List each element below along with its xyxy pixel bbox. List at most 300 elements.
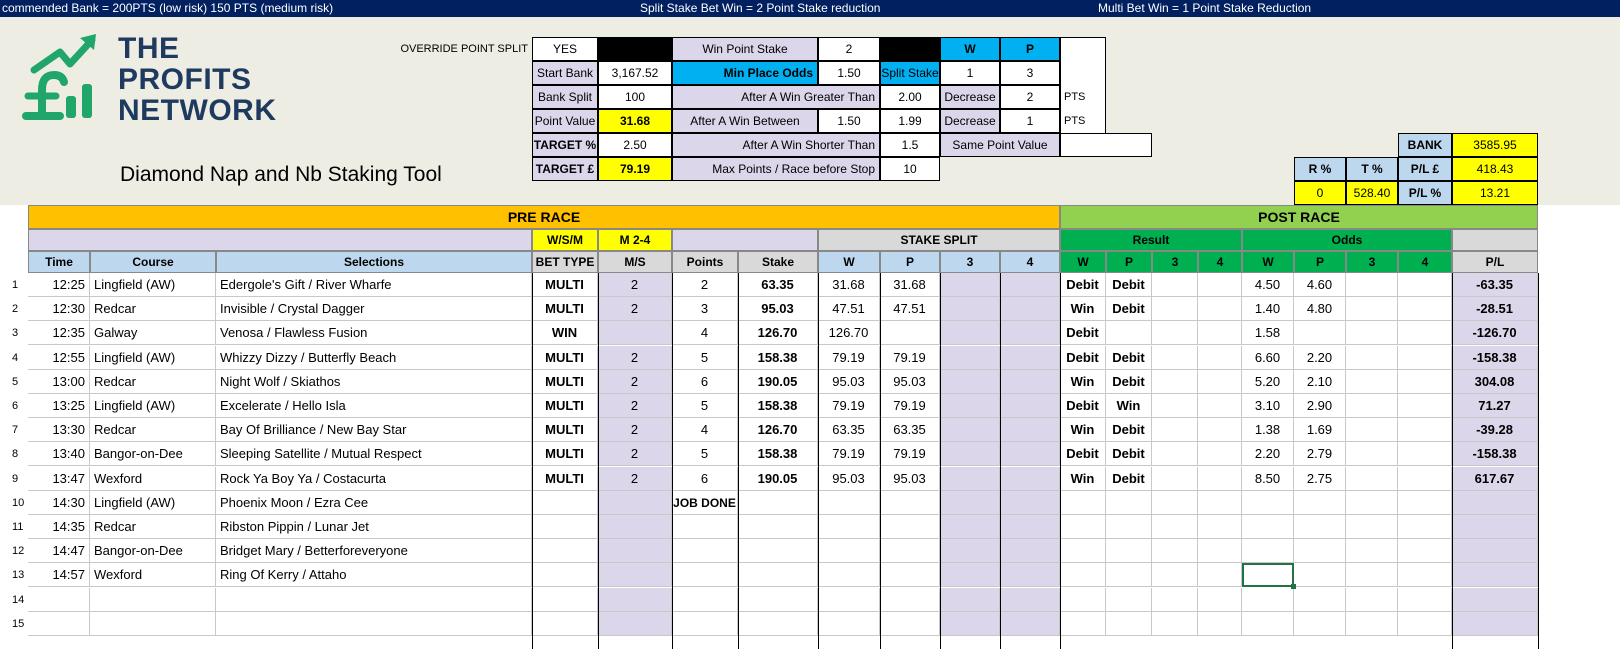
cell-pts[interactable] [672,563,738,587]
cell-s3[interactable] [940,394,1000,418]
cell-o4[interactable] [1398,346,1452,370]
cell-rw[interactable] [1060,539,1106,563]
cell-r4[interactable] [1198,491,1242,515]
cell-rw[interactable]: Win [1060,297,1106,321]
cell-sel[interactable]: Invisible / Crystal Dagger [216,297,532,321]
cell-s3[interactable] [940,418,1000,442]
cell-s4[interactable] [1000,273,1060,297]
cell-course[interactable]: Lingfield (AW) [90,273,216,297]
cell-r4[interactable] [1198,297,1242,321]
cell-r4[interactable] [1198,563,1242,587]
cell-rw[interactable]: Debit [1060,321,1106,345]
cell-stake[interactable]: 95.03 [738,297,818,321]
cell-pts[interactable]: 3 [672,297,738,321]
cell-s4[interactable] [1000,346,1060,370]
cell-ms[interactable]: 2 [598,297,672,321]
cell-sw[interactable]: 79.19 [818,394,880,418]
cell-o3[interactable] [1346,321,1398,345]
cell-rp[interactable] [1106,491,1152,515]
cell-rw[interactable] [1060,612,1106,636]
override-value[interactable]: YES [532,37,598,61]
cell-s3[interactable] [940,467,1000,491]
cell-rw[interactable]: Win [1060,370,1106,394]
cell-rw[interactable] [1060,563,1106,587]
cell-rw[interactable]: Debit [1060,273,1106,297]
cell-r4[interactable] [1198,321,1242,345]
cell-ms[interactable] [598,491,672,515]
cell-stake[interactable] [738,491,818,515]
cell-ow[interactable]: 5.20 [1242,370,1294,394]
cell-time[interactable]: 14:35 [28,515,90,539]
cell-s4[interactable] [1000,442,1060,466]
cell-sel[interactable]: Sleeping Satellite / Mutual Respect [216,442,532,466]
cell-course[interactable]: Lingfield (AW) [90,346,216,370]
cell-rp[interactable] [1106,563,1152,587]
cell-o3[interactable] [1346,491,1398,515]
cell-sw[interactable] [818,491,880,515]
cell-r3[interactable] [1152,321,1198,345]
after-win-between-high[interactable]: 1.99 [880,109,940,133]
cell-ms[interactable] [598,563,672,587]
cell-rp[interactable]: Debit [1106,370,1152,394]
after-win-between-low[interactable]: 1.50 [818,109,880,133]
cell-r4[interactable] [1198,588,1242,612]
cell-time[interactable]: 13:25 [28,394,90,418]
cell-pl[interactable]: -126.70 [1452,321,1538,345]
cell-r3[interactable] [1152,273,1198,297]
cell-r4[interactable] [1198,442,1242,466]
cell-rw[interactable] [1060,515,1106,539]
cell-ow[interactable]: 6.60 [1242,346,1294,370]
cell-sw[interactable]: 95.03 [818,467,880,491]
cell-rp[interactable] [1106,321,1152,345]
after-win-shorter-value[interactable]: 1.5 [880,133,940,157]
cell-ms[interactable]: 2 [598,467,672,491]
cell-sel[interactable]: Night Wolf / Skiathos [216,370,532,394]
cell-course[interactable]: Wexford [90,467,216,491]
cell-r3[interactable] [1152,442,1198,466]
cell-o3[interactable] [1346,442,1398,466]
split-w-value[interactable]: 1 [940,61,1000,85]
cell-r3[interactable] [1152,346,1198,370]
cell-time[interactable]: 13:40 [28,442,90,466]
cell-sw[interactable]: 126.70 [818,321,880,345]
cell-time[interactable]: 12:35 [28,321,90,345]
cell-rw[interactable] [1060,588,1106,612]
cell-sel[interactable]: Venosa / Flawless Fusion [216,321,532,345]
cell-pts[interactable] [672,539,738,563]
cell-sw[interactable]: 31.68 [818,273,880,297]
cell-course[interactable]: Lingfield (AW) [90,491,216,515]
cell-s4[interactable] [1000,515,1060,539]
cell-o3[interactable] [1346,515,1398,539]
cell-o4[interactable] [1398,515,1452,539]
cell-ms[interactable] [598,515,672,539]
cell-time[interactable]: 14:47 [28,539,90,563]
cell-s4[interactable] [1000,539,1060,563]
cell-s4[interactable] [1000,418,1060,442]
cell-sw[interactable] [818,563,880,587]
cell-ow[interactable]: 2.20 [1242,442,1294,466]
cell-op[interactable]: 2.10 [1294,370,1346,394]
cell-r3[interactable] [1152,297,1198,321]
cell-sel[interactable]: Rock Ya Boy Ya / Costacurta [216,467,532,491]
cell-type[interactable]: MULTI [532,442,598,466]
cell-r4[interactable] [1198,394,1242,418]
cell-s4[interactable] [1000,394,1060,418]
cell-o4[interactable] [1398,612,1452,636]
cell-ow[interactable] [1242,491,1294,515]
cell-o3[interactable] [1346,539,1398,563]
cell-s3[interactable] [940,515,1000,539]
min-place-odds-value[interactable]: 1.50 [818,61,880,85]
cell-pl[interactable]: -158.38 [1452,442,1538,466]
cell-sp[interactable]: 95.03 [880,467,940,491]
cell-ow[interactable]: 8.50 [1242,467,1294,491]
cell-sw[interactable] [818,588,880,612]
cell-time[interactable] [28,588,90,612]
cell-sel[interactable]: Ribston Pippin / Lunar Jet [216,515,532,539]
cell-type[interactable]: MULTI [532,273,598,297]
cell-ow[interactable] [1242,515,1294,539]
cell-o3[interactable] [1346,273,1398,297]
cell-op[interactable]: 1.69 [1294,418,1346,442]
cell-o4[interactable] [1398,467,1452,491]
cell-stake[interactable]: 126.70 [738,321,818,345]
cell-type[interactable] [532,515,598,539]
cell-o3[interactable] [1346,346,1398,370]
cell-course[interactable]: Galway [90,321,216,345]
cell-rp[interactable] [1106,515,1152,539]
cell-type[interactable]: MULTI [532,297,598,321]
cell-stake[interactable]: 190.05 [738,370,818,394]
cell-o3[interactable] [1346,612,1398,636]
cell-course[interactable] [90,588,216,612]
cell-sp[interactable] [880,563,940,587]
cell-time[interactable] [28,612,90,636]
cell-sp[interactable]: 79.19 [880,442,940,466]
cell-pts[interactable] [672,515,738,539]
cell-pl[interactable] [1452,515,1538,539]
cell-sp[interactable] [880,539,940,563]
cell-ms[interactable]: 2 [598,418,672,442]
cell-ow[interactable]: 3.10 [1242,394,1294,418]
cell-sw[interactable]: 79.19 [818,346,880,370]
cell-op[interactable]: 4.80 [1294,297,1346,321]
target-pct-value[interactable]: 2.50 [598,133,672,157]
cell-pts[interactable] [672,612,738,636]
cell-s3[interactable] [940,563,1000,587]
cell-s3[interactable] [940,346,1000,370]
cell-sp[interactable] [880,612,940,636]
cell-pts[interactable]: 5 [672,442,738,466]
cell-type[interactable]: MULTI [532,394,598,418]
cell-o4[interactable] [1398,491,1452,515]
cell-stake[interactable]: 63.35 [738,273,818,297]
cell-stake[interactable]: 158.38 [738,442,818,466]
active-cell-selection[interactable] [1242,563,1294,587]
cell-time[interactable]: 12:25 [28,273,90,297]
cell-o3[interactable] [1346,370,1398,394]
cell-type[interactable]: MULTI [532,370,598,394]
cell-s4[interactable] [1000,297,1060,321]
cell-rw[interactable]: Debit [1060,346,1106,370]
cell-sw[interactable]: 95.03 [818,370,880,394]
cell-stake[interactable] [738,588,818,612]
max-points-value[interactable]: 10 [880,157,940,181]
cell-r4[interactable] [1198,346,1242,370]
cell-op[interactable]: 4.60 [1294,273,1346,297]
cell-sel[interactable]: Phoenix Moon / Ezra Cee [216,491,532,515]
cell-stake[interactable] [738,539,818,563]
cell-s3[interactable] [940,297,1000,321]
cell-op[interactable]: 2.90 [1294,394,1346,418]
cell-pts[interactable]: JOB DONE [672,491,738,515]
cell-sw[interactable] [818,612,880,636]
cell-pts[interactable]: 6 [672,467,738,491]
cell-sel[interactable] [216,588,532,612]
cell-s3[interactable] [940,612,1000,636]
cell-s4[interactable] [1000,588,1060,612]
cell-r3[interactable] [1152,588,1198,612]
cell-pl[interactable] [1452,563,1538,587]
cell-sp[interactable]: 79.19 [880,394,940,418]
cell-sp[interactable]: 47.51 [880,297,940,321]
cell-sp[interactable]: 63.35 [880,418,940,442]
cell-o4[interactable] [1398,563,1452,587]
cell-pl[interactable] [1452,612,1538,636]
cell-ow[interactable] [1242,612,1294,636]
cell-r3[interactable] [1152,612,1198,636]
cell-r4[interactable] [1198,539,1242,563]
cell-ow[interactable] [1242,588,1294,612]
cell-type[interactable] [532,491,598,515]
cell-time[interactable]: 13:30 [28,418,90,442]
cell-rp[interactable]: Debit [1106,418,1152,442]
cell-sw[interactable]: 47.51 [818,297,880,321]
cell-o4[interactable] [1398,297,1452,321]
cell-s4[interactable] [1000,612,1060,636]
split-p-value[interactable]: 3 [1000,61,1060,85]
cell-r4[interactable] [1198,273,1242,297]
cell-rp[interactable]: Debit [1106,346,1152,370]
cell-r4[interactable] [1198,370,1242,394]
cell-op[interactable]: 2.75 [1294,467,1346,491]
fill-handle[interactable] [1291,584,1296,589]
cell-rp[interactable]: Debit [1106,297,1152,321]
decrease-value-1[interactable]: 2 [1000,85,1060,109]
cell-o4[interactable] [1398,273,1452,297]
same-point-value-cell[interactable] [1060,133,1152,157]
cell-s3[interactable] [940,273,1000,297]
cell-rp[interactable]: Debit [1106,442,1152,466]
cell-r3[interactable] [1152,539,1198,563]
cell-s4[interactable] [1000,321,1060,345]
cell-o3[interactable] [1346,394,1398,418]
cell-ow[interactable]: 4.50 [1242,273,1294,297]
cell-type[interactable]: MULTI [532,346,598,370]
cell-time[interactable]: 14:57 [28,563,90,587]
cell-ms[interactable]: 2 [598,394,672,418]
cell-sel[interactable]: Edergole's Gift / River Wharfe [216,273,532,297]
cell-ms[interactable] [598,539,672,563]
cell-stake[interactable] [738,515,818,539]
bank-split-value[interactable]: 100 [598,85,672,109]
cell-sp[interactable] [880,588,940,612]
cell-stake[interactable]: 126.70 [738,418,818,442]
cell-pl[interactable]: 71.27 [1452,394,1538,418]
cell-o4[interactable] [1398,442,1452,466]
cell-op[interactable] [1294,612,1346,636]
cell-op[interactable] [1294,588,1346,612]
cell-sel[interactable]: Excelerate / Hello Isla [216,394,532,418]
cell-o4[interactable] [1398,588,1452,612]
cell-o4[interactable] [1398,394,1452,418]
cell-r3[interactable] [1152,515,1198,539]
cell-o3[interactable] [1346,563,1398,587]
cell-pts[interactable]: 4 [672,418,738,442]
cell-r4[interactable] [1198,612,1242,636]
cell-type[interactable]: MULTI [532,418,598,442]
start-bank-value[interactable]: 3,167.52 [598,61,672,85]
cell-sw[interactable] [818,515,880,539]
cell-op[interactable] [1294,491,1346,515]
cell-stake[interactable]: 158.38 [738,346,818,370]
cell-pl[interactable] [1452,491,1538,515]
cell-r3[interactable] [1152,467,1198,491]
cell-pts[interactable]: 2 [672,273,738,297]
after-win-greater-value[interactable]: 2.00 [880,85,940,109]
cell-pl[interactable]: 304.08 [1452,370,1538,394]
cell-rw[interactable]: Debit [1060,394,1106,418]
cell-time[interactable]: 14:30 [28,491,90,515]
cell-r4[interactable] [1198,467,1242,491]
cell-op[interactable] [1294,321,1346,345]
cell-stake[interactable] [738,612,818,636]
cell-sel[interactable]: Ring Of Kerry / Attaho [216,563,532,587]
cell-sw[interactable]: 63.35 [818,418,880,442]
cell-s4[interactable] [1000,563,1060,587]
cell-type[interactable] [532,539,598,563]
cell-pl[interactable]: -28.51 [1452,297,1538,321]
cell-course[interactable] [90,612,216,636]
cell-rw[interactable]: Win [1060,418,1106,442]
cell-rp[interactable]: Debit [1106,467,1152,491]
cell-rp[interactable]: Win [1106,394,1152,418]
cell-pts[interactable]: 6 [672,370,738,394]
cell-type[interactable]: WIN [532,321,598,345]
cell-time[interactable]: 13:00 [28,370,90,394]
cell-rw[interactable] [1060,491,1106,515]
cell-rp[interactable] [1106,612,1152,636]
cell-o3[interactable] [1346,297,1398,321]
cell-time[interactable]: 13:47 [28,467,90,491]
cell-ow[interactable]: 1.40 [1242,297,1294,321]
cell-s3[interactable] [940,491,1000,515]
cell-rp[interactable] [1106,588,1152,612]
cell-course[interactable]: Redcar [90,370,216,394]
cell-sel[interactable]: Whizzy Dizzy / Butterfly Beach [216,346,532,370]
cell-pts[interactable] [672,588,738,612]
cell-ms[interactable] [598,612,672,636]
cell-course[interactable]: Redcar [90,418,216,442]
cell-sp[interactable]: 95.03 [880,370,940,394]
cell-course[interactable]: Wexford [90,563,216,587]
cell-r4[interactable] [1198,418,1242,442]
cell-stake[interactable]: 190.05 [738,467,818,491]
cell-s4[interactable] [1000,467,1060,491]
cell-op[interactable]: 2.20 [1294,346,1346,370]
cell-o4[interactable] [1398,418,1452,442]
cell-time[interactable]: 12:55 [28,346,90,370]
win-point-stake-value[interactable]: 2 [818,37,880,61]
cell-r4[interactable] [1198,515,1242,539]
cell-ms[interactable]: 2 [598,346,672,370]
cell-ms[interactable] [598,321,672,345]
cell-stake[interactable] [738,563,818,587]
decrease-value-2[interactable]: 1 [1000,109,1060,133]
cell-course[interactable]: Redcar [90,297,216,321]
cell-o3[interactable] [1346,418,1398,442]
cell-course[interactable]: Bangor-on-Dee [90,539,216,563]
cell-pl[interactable] [1452,588,1538,612]
cell-op[interactable] [1294,539,1346,563]
cell-rp[interactable] [1106,539,1152,563]
cell-r3[interactable] [1152,370,1198,394]
cell-rw[interactable]: Debit [1060,442,1106,466]
cell-sel[interactable]: Bridget Mary / Betterforeveryone [216,539,532,563]
cell-ow[interactable]: 1.38 [1242,418,1294,442]
cell-pts[interactable]: 5 [672,346,738,370]
cell-time[interactable]: 12:30 [28,297,90,321]
cell-r3[interactable] [1152,394,1198,418]
cell-type[interactable] [532,563,598,587]
cell-ow[interactable] [1242,539,1294,563]
cell-ms[interactable]: 2 [598,273,672,297]
cell-ow[interactable]: 1.58 [1242,321,1294,345]
cell-s3[interactable] [940,442,1000,466]
cell-ms[interactable] [598,588,672,612]
cell-r3[interactable] [1152,491,1198,515]
cell-op[interactable] [1294,515,1346,539]
cell-o3[interactable] [1346,467,1398,491]
cell-o3[interactable] [1346,588,1398,612]
cell-pts[interactable]: 4 [672,321,738,345]
cell-sel[interactable]: Bay Of Brilliance / New Bay Star [216,418,532,442]
cell-sp[interactable] [880,491,940,515]
cell-pl[interactable]: 617.67 [1452,467,1538,491]
cell-s3[interactable] [940,370,1000,394]
cell-o4[interactable] [1398,321,1452,345]
cell-o4[interactable] [1398,539,1452,563]
cell-sw[interactable]: 79.19 [818,442,880,466]
cell-course[interactable]: Redcar [90,515,216,539]
cell-o4[interactable] [1398,370,1452,394]
cell-s3[interactable] [940,539,1000,563]
cell-ms[interactable]: 2 [598,370,672,394]
cell-rw[interactable]: Win [1060,467,1106,491]
cell-r3[interactable] [1152,418,1198,442]
cell-type[interactable] [532,588,598,612]
cell-pl[interactable]: -39.28 [1452,418,1538,442]
cell-course[interactable]: Lingfield (AW) [90,394,216,418]
cell-s3[interactable] [940,588,1000,612]
cell-sp[interactable] [880,321,940,345]
cell-op[interactable] [1294,563,1346,587]
cell-r3[interactable] [1152,563,1198,587]
cell-type[interactable]: MULTI [532,467,598,491]
cell-course[interactable]: Bangor-on-Dee [90,442,216,466]
